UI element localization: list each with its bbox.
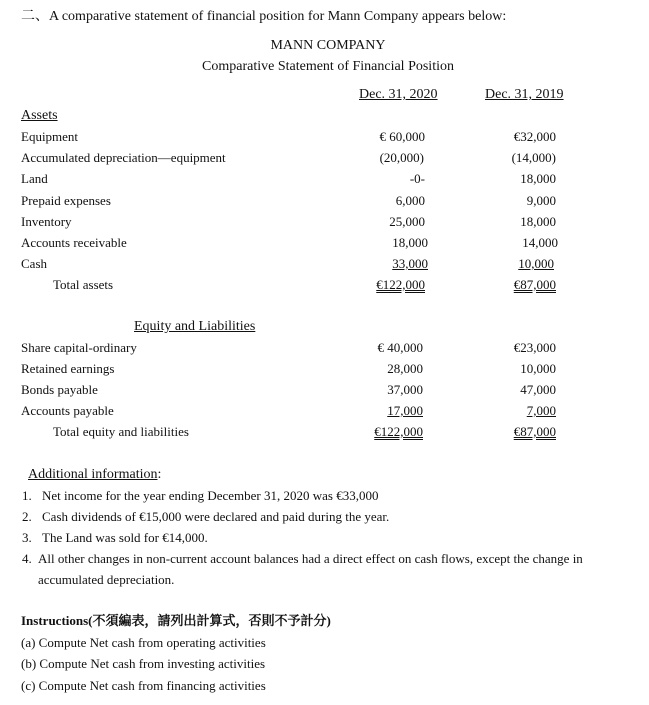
list-item-text: Net income for the year ending December 31, 2020 was €33,000 xyxy=(42,488,379,503)
row-label: Equipment xyxy=(21,129,79,144)
row-label: Cash xyxy=(21,256,47,271)
list-item xyxy=(22,531,208,544)
value-2020: 18,000 xyxy=(392,235,428,250)
additional-info-heading xyxy=(28,468,161,482)
statement-title: Comparative Statement of Financial Position xyxy=(202,59,454,74)
total-equity-label: Total equity and liabilities xyxy=(53,424,189,439)
row-label: Accumulated depreciation—equipment xyxy=(21,150,226,165)
assets-heading: Assets xyxy=(21,108,58,123)
value-2020: € 60,000 xyxy=(379,129,425,144)
value-2019: 14,000 xyxy=(522,235,558,250)
value-2020: 6,000 xyxy=(395,193,425,208)
instructions-heading: Instructions(不須編表，請列出計算式，否則不予計分) xyxy=(21,613,331,628)
row-label: Land xyxy=(21,171,48,186)
value-2020: 28,000 xyxy=(387,361,423,376)
equity-liabilities-heading: Equity and Liabilities xyxy=(134,319,256,334)
row-label: Inventory xyxy=(21,214,72,229)
value-2020: -0- xyxy=(409,171,425,186)
list-item xyxy=(22,489,378,502)
total-assets-2019: €87,000 xyxy=(513,277,556,292)
row-label: Accounts payable xyxy=(21,403,114,418)
list-item xyxy=(22,548,642,590)
list-item-number: 2. xyxy=(22,509,32,524)
instruction-a: (a) Compute Net cash from operating activities xyxy=(21,635,266,650)
list-item-text: Cash dividends of €15,000 were declared and paid during the year. xyxy=(42,509,390,524)
value-2019: 7,000 xyxy=(526,403,556,418)
value-2020: 25,000 xyxy=(389,214,425,229)
total-assets-label: Total assets xyxy=(53,277,114,292)
total-equity-2020: €122,000 xyxy=(374,424,423,439)
list-item-text: All other changes in non-current account balances had a direct effect on cash flows, except the change in accumulated depreciation. xyxy=(38,551,583,587)
list-item-number: 1. xyxy=(22,488,32,503)
col-header-2019: Dec. 31, 2019 xyxy=(485,87,564,102)
value-2020: (20,000) xyxy=(379,150,424,165)
value-2020: 37,000 xyxy=(387,382,423,397)
value-2019: 9,000 xyxy=(526,193,556,208)
row-label: Prepaid expenses xyxy=(21,193,111,208)
intro-text: 二、A comparative statement of financial position for Mann Company appears below: xyxy=(21,9,507,24)
row-label: Bonds payable xyxy=(21,382,98,397)
list-item-text: The Land was sold for €14,000. xyxy=(42,530,208,545)
list-item xyxy=(22,510,389,523)
value-2019: 10,000 xyxy=(520,361,556,376)
company-name: MANN COMPANY xyxy=(270,38,386,53)
instruction-c: (c) Compute Net cash from financing activities xyxy=(21,678,266,693)
row-label: Accounts receivable xyxy=(21,235,127,250)
list-item-number: 3. xyxy=(22,530,32,545)
row-label: Share capital-ordinary xyxy=(21,340,137,355)
value-2020: 17,000 xyxy=(387,403,423,418)
col-header-2020: Dec. 31, 2020 xyxy=(359,87,438,102)
value-2020: € 40,000 xyxy=(377,340,423,355)
list-item-number: 4. xyxy=(22,551,32,566)
value-2019: 18,000 xyxy=(520,171,556,186)
instruction-b: (b) Compute Net cash from investing activities xyxy=(21,656,266,671)
total-assets-2020: €122,000 xyxy=(376,277,425,292)
value-2019: 47,000 xyxy=(520,382,556,397)
value-2019: 10,000 xyxy=(518,256,554,271)
total-equity-2019: €87,000 xyxy=(513,424,556,439)
value-2020: 33,000 xyxy=(392,256,428,271)
row-label: Retained earnings xyxy=(21,361,115,376)
value-2019: €32,000 xyxy=(513,129,556,144)
value-2019: 18,000 xyxy=(520,214,556,229)
value-2019: €23,000 xyxy=(513,340,556,355)
value-2019: (14,000) xyxy=(511,150,556,165)
additional-info-title: Additional information xyxy=(28,467,158,482)
additional-info-colon: : xyxy=(157,467,162,482)
